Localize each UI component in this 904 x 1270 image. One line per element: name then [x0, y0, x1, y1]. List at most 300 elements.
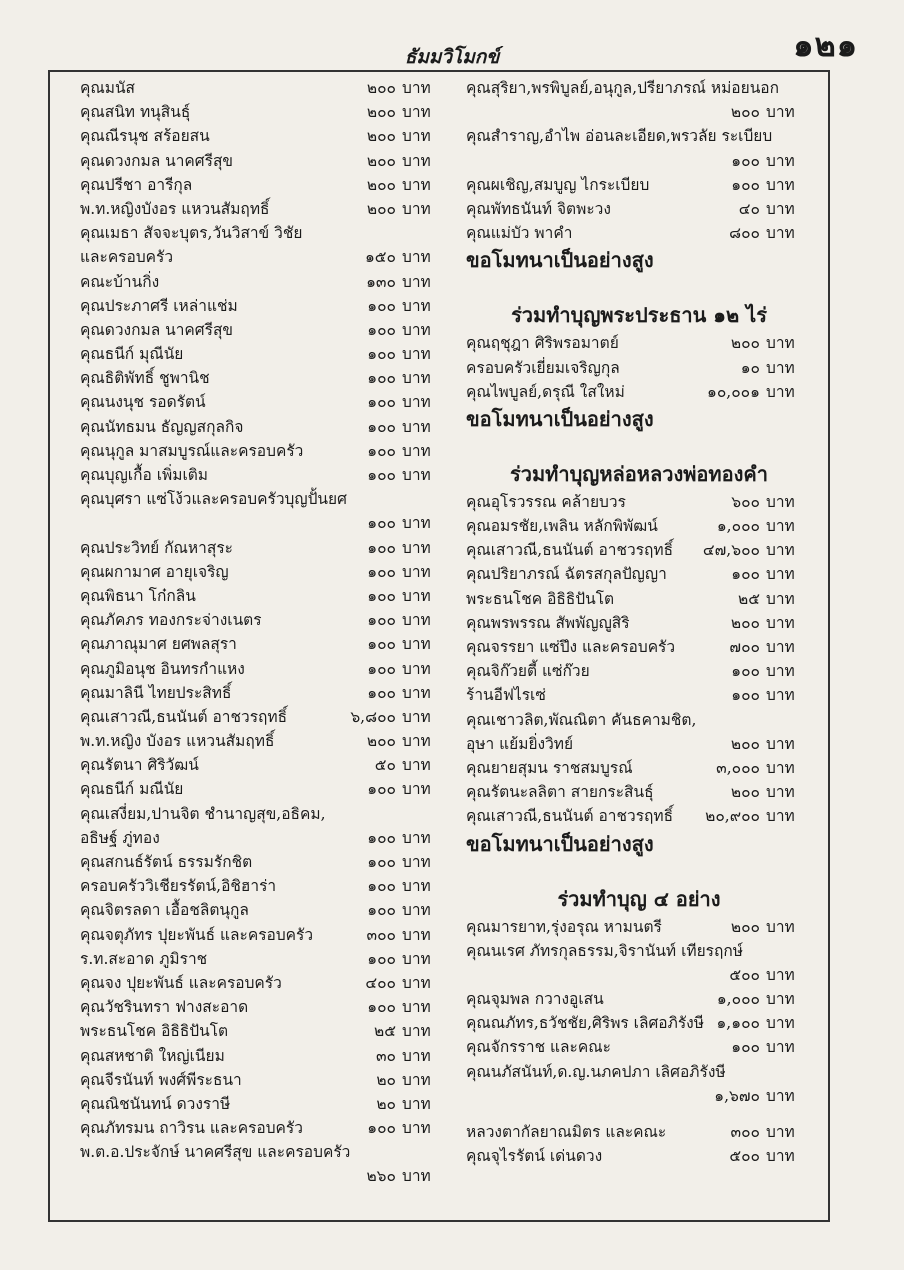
donor-row — [80, 390, 448, 414]
donor-row — [80, 124, 448, 148]
donor-name: คุณณิชนันทน์ ดวงราษี — [80, 1094, 231, 1113]
currency-label: บาท — [766, 492, 795, 511]
donor-name: คุณปริยาภรณ์ ฉัตรสกุลปัญญา — [466, 565, 667, 584]
donation-amount: ๑๐๐ — [731, 1038, 760, 1057]
donor-row — [80, 342, 448, 366]
donor-name: คุณพรพรรณ สัพพัญญูสิริ — [466, 613, 630, 632]
donor-row — [466, 124, 812, 148]
currency-label: บาท — [766, 1014, 795, 1033]
currency-label: บาท — [766, 1038, 795, 1057]
donor-row — [80, 898, 448, 922]
donor-name: คุณผกามาศ อายุเจริญ — [80, 562, 229, 581]
donation-amount: ๑๐๐ — [731, 175, 760, 194]
donation-amount: ๑๐๐ — [367, 635, 396, 654]
donor-row — [80, 777, 448, 801]
donor-name: คุณฤชุฎา ศิริพรอมาตย์ — [466, 334, 619, 353]
donation-amount: ๒๐๐ — [366, 151, 396, 170]
donor-row — [466, 173, 812, 197]
donor-row — [80, 173, 448, 197]
donor-name: คุณเสาวณี,ธนนันต์ อาชวรฤทธิ์ — [466, 807, 674, 826]
donor-row — [80, 463, 448, 487]
donor-row — [466, 1144, 812, 1168]
donor-name: คุณรัตนา ศิริวัฒน์ — [80, 756, 199, 775]
thanks-line: ขอโมทนาเป็นอย่างสูง — [466, 831, 654, 856]
donation-amount: ๑๐๐ — [367, 1119, 396, 1138]
donation-amount: ๑๓๐ — [366, 272, 396, 291]
currency-label: บาท — [402, 79, 431, 97]
donor-name: คุณเชาวลิต,พัณณิตา คันธคามชิต, — [466, 710, 697, 729]
currency-label: บาท — [766, 224, 795, 243]
currency-label: บาท — [402, 538, 431, 557]
running-header: ธัมมวิโมกข์ — [404, 46, 500, 68]
currency-label: บาท — [402, 1119, 431, 1138]
currency-label: บาท — [766, 175, 795, 194]
currency-label: บาท — [766, 613, 795, 632]
donor-row — [466, 1060, 812, 1084]
donor-name: คุณจิตรลดา เอื้อชลิตนุกูล — [80, 901, 249, 920]
donation-amount: ๒๐๐ — [730, 103, 760, 122]
donor-name: คุณผเชิญ,สมบูญ ไกระเบียบ — [466, 175, 650, 194]
donation-amount: ๑๐๐ — [731, 151, 760, 170]
currency-label: บาท — [766, 734, 795, 753]
donor-row — [80, 221, 448, 245]
donor-name: คุณจักรราช และคณะ — [466, 1038, 611, 1057]
donor-row — [466, 780, 812, 804]
donor-name: คุณธนีก์ มณีนัย — [80, 780, 184, 799]
donation-amount: ๓๐๐ — [366, 925, 396, 944]
donation-amount: ๑๐๐ — [367, 441, 396, 460]
donor-row — [80, 729, 448, 753]
thanks-line: ขอโมทนาเป็นอย่างสูง — [466, 248, 654, 273]
donor-name: คุณอุโรวรรณ คล้ายบวร — [466, 492, 626, 511]
donor-row — [80, 197, 448, 221]
thanks-line: ขอโมทนาเป็นอย่างสูง — [466, 406, 654, 431]
donor-name: ร.ท.สะอาด ภูมิราช — [80, 949, 208, 968]
currency-label: บาท — [766, 589, 795, 608]
donor-name: คุณธิติพัทธิ์ ชูพานิช — [80, 369, 210, 388]
currency-label: บาท — [766, 382, 795, 401]
currency-label: บาท — [402, 732, 431, 751]
donor-row — [80, 802, 448, 826]
donor-row — [466, 221, 812, 245]
donor-row — [80, 1092, 448, 1116]
currency-label: บาท — [766, 151, 795, 170]
donation-amount: ๑๐๐ — [367, 320, 396, 339]
donor-name: คุณประภาศรี เหล่าแช่ม — [80, 296, 238, 315]
donor-row — [80, 1019, 448, 1043]
donor-row — [466, 100, 812, 124]
currency-label: บาท — [402, 514, 431, 533]
donor-name: คุณปรีชา อารีกุล — [80, 175, 193, 194]
donor-row — [466, 963, 812, 987]
donation-amount: ๑๐๐ — [731, 662, 760, 681]
donor-name: คุณจตุภัทร ปุยะพันธ์ และครอบครัว — [80, 925, 314, 944]
donor-row — [80, 270, 448, 294]
currency-label: บาท — [402, 877, 431, 896]
donor-row — [466, 1011, 812, 1035]
donor-name: พระธนโชค อิธิธิปันโต — [80, 1022, 229, 1041]
donor-name: คุณบุญเกื้อ เพิ่มเติม — [80, 466, 209, 484]
currency-label: บาท — [402, 466, 431, 484]
currency-label: บาท — [402, 586, 431, 605]
currency-label: บาท — [402, 393, 431, 412]
currency-label: บาท — [402, 998, 431, 1017]
currency-label: บาท — [402, 151, 431, 170]
donation-amount: ๒๐๐ — [730, 917, 760, 936]
currency-label: บาท — [402, 949, 431, 968]
page-number: ๑๒๑ — [793, 26, 858, 64]
donor-name: คุณภูมิอนุช อินทรกำแหง — [80, 659, 245, 678]
donation-amount: ๒๕ — [374, 1022, 396, 1041]
donor-name: ครอบครัวเยี่ยมเจริญกุล — [466, 358, 620, 377]
currency-label: บาท — [402, 611, 431, 630]
currency-label: บาท — [766, 990, 795, 1009]
currency-label: บาท — [766, 565, 795, 584]
donation-amount: ๒๐๐ — [730, 613, 760, 632]
donor-name: ครอบครัววิเชียรรัตน์,อิชิฮาร่า — [80, 877, 277, 896]
currency-label: บาท — [766, 758, 795, 777]
donation-amount: ๑๐๐ — [367, 828, 396, 847]
donor-row — [80, 76, 448, 100]
donation-amount: ๓,๐๐๐ — [716, 758, 760, 777]
donor-row — [466, 939, 812, 963]
donation-amount: ๑๐๐ — [731, 565, 760, 584]
donation-amount: ๒๖๐ — [366, 1167, 396, 1186]
donation-amount: ๑๐๐ — [367, 369, 396, 388]
currency-label: บาท — [402, 635, 431, 654]
donation-amount: ๑๐๐ — [367, 393, 396, 412]
donor-row — [80, 487, 448, 511]
currency-label: บาท — [402, 417, 431, 436]
currency-label: บาท — [402, 320, 431, 339]
donor-name: คุณสุริยา,พรพิบูลย์,อนุกูล,ปรียาภรณ์ หม่อยนอก — [466, 79, 779, 97]
donor-name: พ.ท.หญิง บังอร แหวนสัมฤทธิ์ — [80, 732, 275, 751]
donation-amount: ๑๐๐ — [367, 417, 396, 436]
donor-row — [466, 732, 812, 756]
donor-name: คุณธนีก์ มุณีนัย — [80, 345, 184, 364]
currency-label: บาท — [766, 965, 795, 984]
donor-row — [80, 850, 448, 874]
donor-row — [80, 995, 448, 1019]
donor-name: พ.ท.หญิงบังอร แหวนสัมฤทธิ์ — [80, 199, 270, 218]
donor-name: คุณสกนธ์รัตน์ ธรรมรักชิต — [80, 853, 253, 871]
donor-name: คุณจีรนันท์ พงศ์พีระธนา — [80, 1070, 242, 1089]
donor-name: คุณประวิทย์ กัณหาสุระ — [80, 538, 233, 557]
donor-name: คุณยายสุมน ราชสมบูรณ์ — [466, 758, 633, 777]
donor-row — [80, 100, 448, 124]
donor-name: คุณเสาวณี,ธนนันต์ อาชวรฤทธิ์ — [466, 541, 674, 560]
donation-amount: ๑๐๐ — [367, 998, 396, 1017]
donor-row — [466, 1120, 812, 1144]
currency-label: บาท — [402, 780, 431, 799]
donor-row — [80, 923, 448, 947]
donation-amount: ๑๐๐ — [731, 686, 760, 705]
currency-label: บาท — [766, 662, 795, 681]
currency-label: บาท — [766, 517, 795, 536]
donation-amount: ๑๐๐ — [367, 853, 396, 871]
donor-row — [80, 366, 448, 390]
donation-amount: ๑,๖๗๐ — [714, 1086, 760, 1105]
currency-label: บาท — [402, 683, 431, 702]
donor-name: คุณสำราญ,อำไพ อ่อนละเอียด,พรวลัย ระเบียบ — [466, 127, 773, 146]
donation-amount: ๑๐๐ — [367, 780, 396, 799]
donor-name: อุษา แย้มยิ่งวิทย์ — [466, 734, 574, 753]
currency-label: บาท — [402, 103, 431, 122]
donation-amount: ๔๐ — [738, 199, 760, 218]
section-spacer — [466, 275, 812, 299]
donor-name: คุณสหชาติ ใหญ่เนียม — [80, 1046, 225, 1065]
donor-row — [466, 683, 812, 707]
donor-row — [466, 587, 812, 611]
donor-row — [80, 149, 448, 173]
donor-row — [80, 511, 448, 535]
donor-row — [466, 1084, 812, 1108]
donor-name: หลวงตากัลยาณมิตร และคณะ — [466, 1123, 667, 1141]
donation-amount: ๕๐ — [374, 756, 396, 775]
donor-name: คุณจง ปุยะพันธ์ และครอบครัว — [80, 973, 282, 992]
donation-amount: ๘๐๐ — [729, 224, 760, 243]
left-donor-column — [80, 76, 448, 1189]
donation-amount: ๑๐๐ — [367, 466, 396, 484]
donation-amount: ๕๐๐ — [729, 965, 760, 984]
section-heading: ร่วมทำบุญ ๔ อย่าง — [557, 886, 721, 911]
donation-amount: ๔๗,๖๐๐ — [702, 541, 760, 560]
currency-label: บาท — [402, 272, 431, 291]
donor-row — [466, 331, 812, 355]
donation-amount: ๑๐๐ — [367, 296, 396, 315]
currency-label: บาท — [766, 334, 795, 353]
currency-label: บาท — [402, 296, 431, 315]
donor-name: คุณเสาวณี,ธนนันต์ อาชวรฤทธิ์ — [80, 707, 288, 726]
currency-label: บาท — [402, 973, 431, 992]
donor-row — [466, 987, 812, 1011]
donor-row — [466, 149, 812, 173]
donor-name: คุณดวงกมล นาคศรีสุข — [80, 320, 234, 339]
donor-name: คุณณภัทร,ธวัชชัย,ศิริพร เลิศอภิรังษี — [466, 1014, 704, 1033]
donor-row — [466, 635, 812, 659]
donor-row — [466, 562, 812, 586]
donation-amount: ๒๐๐ — [366, 79, 396, 97]
section-heading: ร่วมทำบุญพระประธาน ๑๒ ไร่ — [511, 303, 767, 328]
donor-row — [80, 1116, 448, 1140]
currency-label: บาท — [766, 1147, 795, 1166]
donation-amount: ๒๐ — [376, 1094, 396, 1113]
donor-row — [466, 490, 812, 514]
donation-amount: ๑๐๐ — [367, 901, 396, 920]
currency-label: บาท — [766, 638, 795, 656]
donor-row — [80, 1044, 448, 1068]
donation-amount: ๑๐๐ — [367, 538, 396, 557]
currency-label: บาท — [402, 707, 431, 726]
donor-name: พ.ต.อ.ประจักษ์ นาคศรีสุข และครอบครัว — [80, 1143, 351, 1162]
currency-label: บาท — [402, 1094, 431, 1113]
donor-row — [466, 514, 812, 538]
donor-name: และครอบครัว — [80, 248, 174, 267]
donation-amount: ๑๐๐ — [367, 586, 396, 605]
donation-amount: ๒๐๐ — [366, 732, 396, 751]
donor-name: คุณจรรยา แซ่ปึง และครอบครัว — [466, 638, 676, 656]
donor-row — [80, 632, 448, 656]
donation-amount: ๑๐๐ — [367, 659, 396, 678]
donor-name: คุณเมธา สัจจะบุตร,วันวิสาข์ วิชัย — [80, 224, 303, 243]
donor-row — [80, 608, 448, 632]
donor-name: คุณมารยาท,รุ่งอรุณ หามนตรี — [466, 917, 662, 936]
donor-name: คุณดวงกมล นาคศรีสุข — [80, 151, 234, 170]
donor-row — [80, 705, 448, 729]
donor-row — [466, 915, 812, 939]
donor-row — [466, 708, 812, 732]
currency-label: บาท — [402, 853, 431, 871]
donation-amount: ๑๐๐ — [367, 877, 396, 896]
donor-name: คุณสนิท ทนุสินธุ์ — [80, 103, 191, 122]
donation-amount: ๒๐๐ — [366, 127, 396, 146]
donor-name: คุณมนัส — [80, 79, 136, 97]
currency-label: บาท — [402, 248, 431, 267]
donor-name: คุณนัทธมน ธัญญสกุลกิจ — [80, 417, 244, 436]
donor-row — [80, 971, 448, 995]
donation-amount: ๒๐๐ — [366, 199, 396, 218]
currency-label: บาท — [402, 369, 431, 388]
donor-row — [80, 294, 448, 318]
donation-amount: ๒๐๐ — [730, 334, 760, 353]
donation-amount: ๒๐๐ — [366, 175, 396, 194]
donor-name: พระธนโชค อิธิธิปันโต — [466, 589, 615, 608]
donor-name: คุณจิก๊วยตี้ แซ่ก๊วย — [466, 662, 590, 681]
currency-label: บาท — [766, 1123, 795, 1141]
donation-amount: ๑,๐๐๐ — [716, 517, 760, 536]
donor-name: คุณบุศรา แซ่โง้วและครอบครัวบุญปั้นยศ — [80, 490, 347, 509]
donation-amount: ๒๐,๙๐๐ — [705, 807, 760, 826]
section-heading: ร่วมทำบุญหล่อหลวงพ่อทองคำ — [510, 461, 768, 486]
currency-label: บาท — [766, 917, 795, 936]
donor-row — [466, 356, 812, 380]
donor-row — [80, 560, 448, 584]
donation-amount: ๑๕๐ — [364, 248, 396, 267]
donation-amount: ๑๐๐ — [367, 345, 396, 364]
donation-amount: ๒๐๐ — [730, 734, 760, 753]
donor-name: คุณแม่บัว พาคำ — [466, 224, 573, 243]
donor-row — [466, 1035, 812, 1059]
donor-name: คุณจุมพล กวางอูเสน — [466, 990, 604, 1009]
currency-label: บาท — [402, 127, 431, 146]
currency-label: บาท — [766, 783, 795, 802]
currency-label: บาท — [402, 1070, 431, 1089]
donor-row — [80, 245, 448, 269]
currency-label: บาท — [766, 103, 795, 122]
donor-row — [80, 1164, 448, 1188]
donation-amount: ๖๐๐ — [731, 492, 760, 511]
donation-amount: ๕๐๐ — [729, 1147, 760, 1166]
donor-row — [466, 197, 812, 221]
donor-row — [80, 1140, 448, 1164]
currency-label: บาท — [402, 659, 431, 678]
donor-row — [466, 611, 812, 635]
donor-row — [80, 657, 448, 681]
donor-name: อธิษฐ์ ภู่ทอง — [80, 828, 160, 847]
section-spacer — [466, 434, 812, 458]
currency-label: บาท — [402, 441, 431, 460]
currency-label: บาท — [766, 1086, 795, 1105]
donation-amount: ๑๐๐ — [367, 514, 396, 533]
donation-amount: ๓๐๐ — [730, 1123, 760, 1141]
donor-name: คุณภาณุมาศ ยศพลสุรา — [80, 635, 237, 654]
currency-label: บาท — [766, 807, 795, 826]
currency-label: บาท — [402, 1046, 431, 1065]
currency-label: บาท — [766, 199, 795, 218]
currency-label: บาท — [766, 686, 795, 705]
donation-amount: ๒๐๐ — [366, 103, 396, 122]
donation-amount: ๔๐๐ — [365, 973, 396, 992]
donor-row — [80, 536, 448, 560]
donor-row — [466, 756, 812, 780]
donation-amount: ๗๐๐ — [729, 638, 760, 656]
donor-name: คุณนภัสนันท์,ด.ญ.นภคปภา เลิศอภิรังษี — [466, 1062, 726, 1081]
donor-row — [80, 1068, 448, 1092]
donor-row — [466, 380, 812, 404]
donor-name: คุณพัทธนันท์ จิตพะวง — [466, 199, 611, 218]
right-donor-column — [466, 76, 812, 1168]
donor-row — [80, 584, 448, 608]
donor-row — [466, 538, 812, 562]
donor-name: คุณนงนุช รอดรัตน์ — [80, 393, 206, 412]
currency-label: บาท — [402, 925, 431, 944]
currency-label: บาท — [402, 1022, 431, 1041]
currency-label: บาท — [402, 756, 431, 775]
donor-name: คุณจุไรรัตน์ เด่นดวง — [466, 1147, 603, 1166]
donor-row — [80, 318, 448, 342]
currency-label: บาท — [402, 175, 431, 194]
donation-amount: ๑,๐๐๐ — [716, 990, 760, 1009]
donor-row — [80, 439, 448, 463]
donor-name: ร้านอีฟไรเซ่ — [466, 686, 546, 705]
donor-row — [466, 659, 812, 683]
donor-row — [80, 753, 448, 777]
donation-amount: ๑๐๐ — [367, 949, 396, 968]
donor-name: คุณนุกูล มาสมบูรณ์และครอบครัว — [80, 441, 304, 460]
donor-name: คุณนเรศ ภัทรกุลธรรม,จิรานันท์ เทียรฤกษ์ — [466, 941, 743, 960]
donation-amount: ๑๐,๐๐๑ — [707, 382, 760, 401]
section-spacer — [466, 859, 812, 883]
donor-row — [80, 874, 448, 898]
currency-label: บาท — [402, 901, 431, 920]
donation-amount: ๑๐ — [740, 358, 760, 377]
donor-name: คุณไพบูลย์,ดรุณี ใสใหม่ — [466, 382, 625, 401]
donor-name: คุณเสงี่ยม,ปานจิต ชำนาญสุข,อธิคม, — [80, 804, 326, 823]
currency-label: บาท — [402, 828, 431, 847]
currency-label: บาท — [402, 345, 431, 364]
donation-amount: ๒๐ — [376, 1070, 396, 1089]
donor-name: คุณวัชรินทรา ฟางสะอาด — [80, 998, 249, 1017]
donor-name: คุณอมรชัย,เพลิน หลักพิพัฒน์ — [466, 517, 658, 536]
donor-row — [466, 76, 812, 100]
donation-amount: ๑,๑๐๐ — [716, 1014, 760, 1033]
donation-amount: ๒๐๐ — [730, 783, 760, 802]
donor-name: คุณภัคภร ทองกระจ่างเนตร — [80, 611, 262, 630]
donor-row — [80, 826, 448, 850]
donor-row — [466, 804, 812, 828]
donor-row — [80, 681, 448, 705]
currency-label: บาท — [766, 358, 795, 377]
section-spacer — [466, 1108, 812, 1120]
currency-label: บาท — [402, 199, 431, 218]
donor-name: คุณณีรนุช สร้อยสน — [80, 127, 210, 146]
currency-label: บาท — [402, 1167, 431, 1186]
donor-name: คณะบ้านกิ่ง — [80, 272, 160, 291]
donor-name: คุณพิธนา โก๋กลิน — [80, 586, 196, 605]
donor-row — [80, 947, 448, 971]
donation-amount: ๓๐ — [375, 1046, 396, 1065]
donation-amount: ๒๕ — [738, 589, 760, 608]
